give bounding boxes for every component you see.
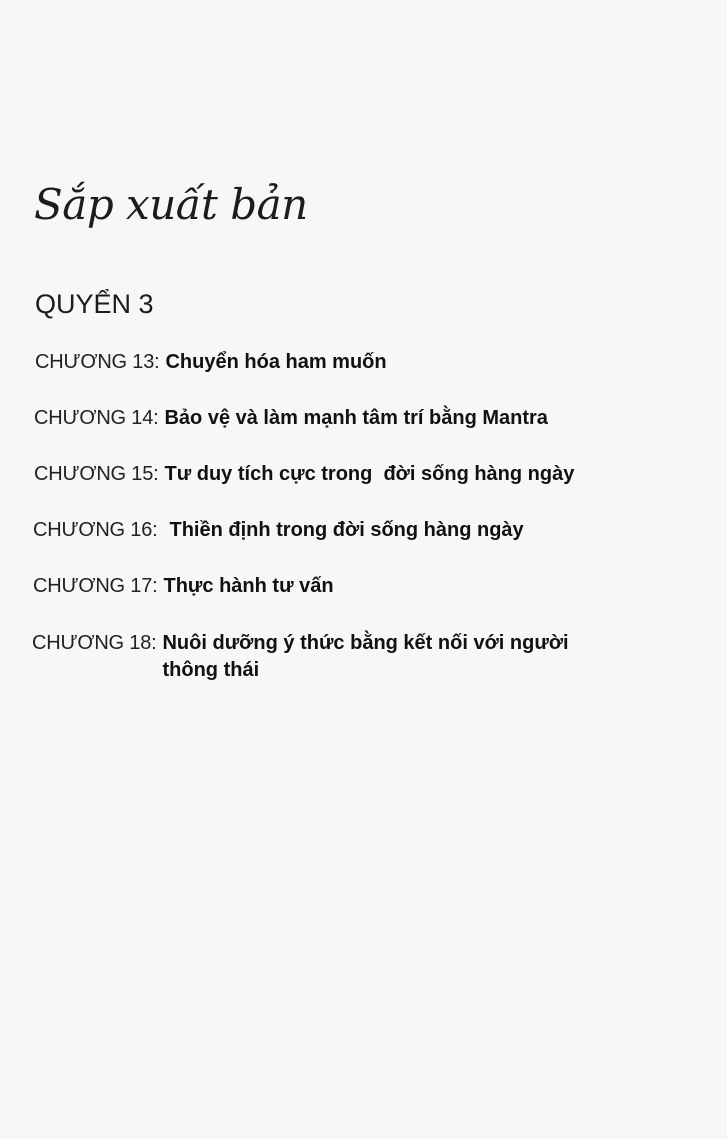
chapter-label: CHƯƠNG 18:	[32, 632, 157, 654]
chapter-label: CHƯƠNG 16:	[33, 519, 158, 541]
chapter-title: Nuôi dưỡng ý thức bằng kết nối với người thông thái	[162, 632, 569, 681]
volume-heading: QUYỂN 3	[35, 289, 154, 319]
chapter-label: CHƯƠNG 13:	[35, 351, 160, 373]
chapter-title: Bảo vệ và làm mạnh tâm trí bằng Mantra	[164, 407, 548, 429]
chapter-label: CHƯƠNG 14:	[34, 407, 159, 429]
chapter-item	[34, 405, 694, 432]
chapter-item	[33, 517, 693, 544]
chapter-title: Chuyển hóa ham muốn	[165, 351, 387, 373]
chapter-label: CHƯƠNG 15:	[34, 463, 159, 485]
chapter-title: Thực hành tư vấn	[163, 575, 334, 597]
chapter-title: Tư duy tích cực trong đời sống hàng ngày	[164, 463, 575, 485]
chapter-title: Thiền định trong đời sống hàng ngày	[169, 519, 524, 541]
chapter-item	[34, 461, 694, 488]
chapter-item	[35, 349, 695, 376]
chapter-item	[33, 573, 693, 600]
chapter-label: CHƯƠNG 17:	[33, 575, 158, 597]
chapter-item	[32, 630, 632, 684]
page-title: Sắp xuất bản	[34, 180, 308, 229]
